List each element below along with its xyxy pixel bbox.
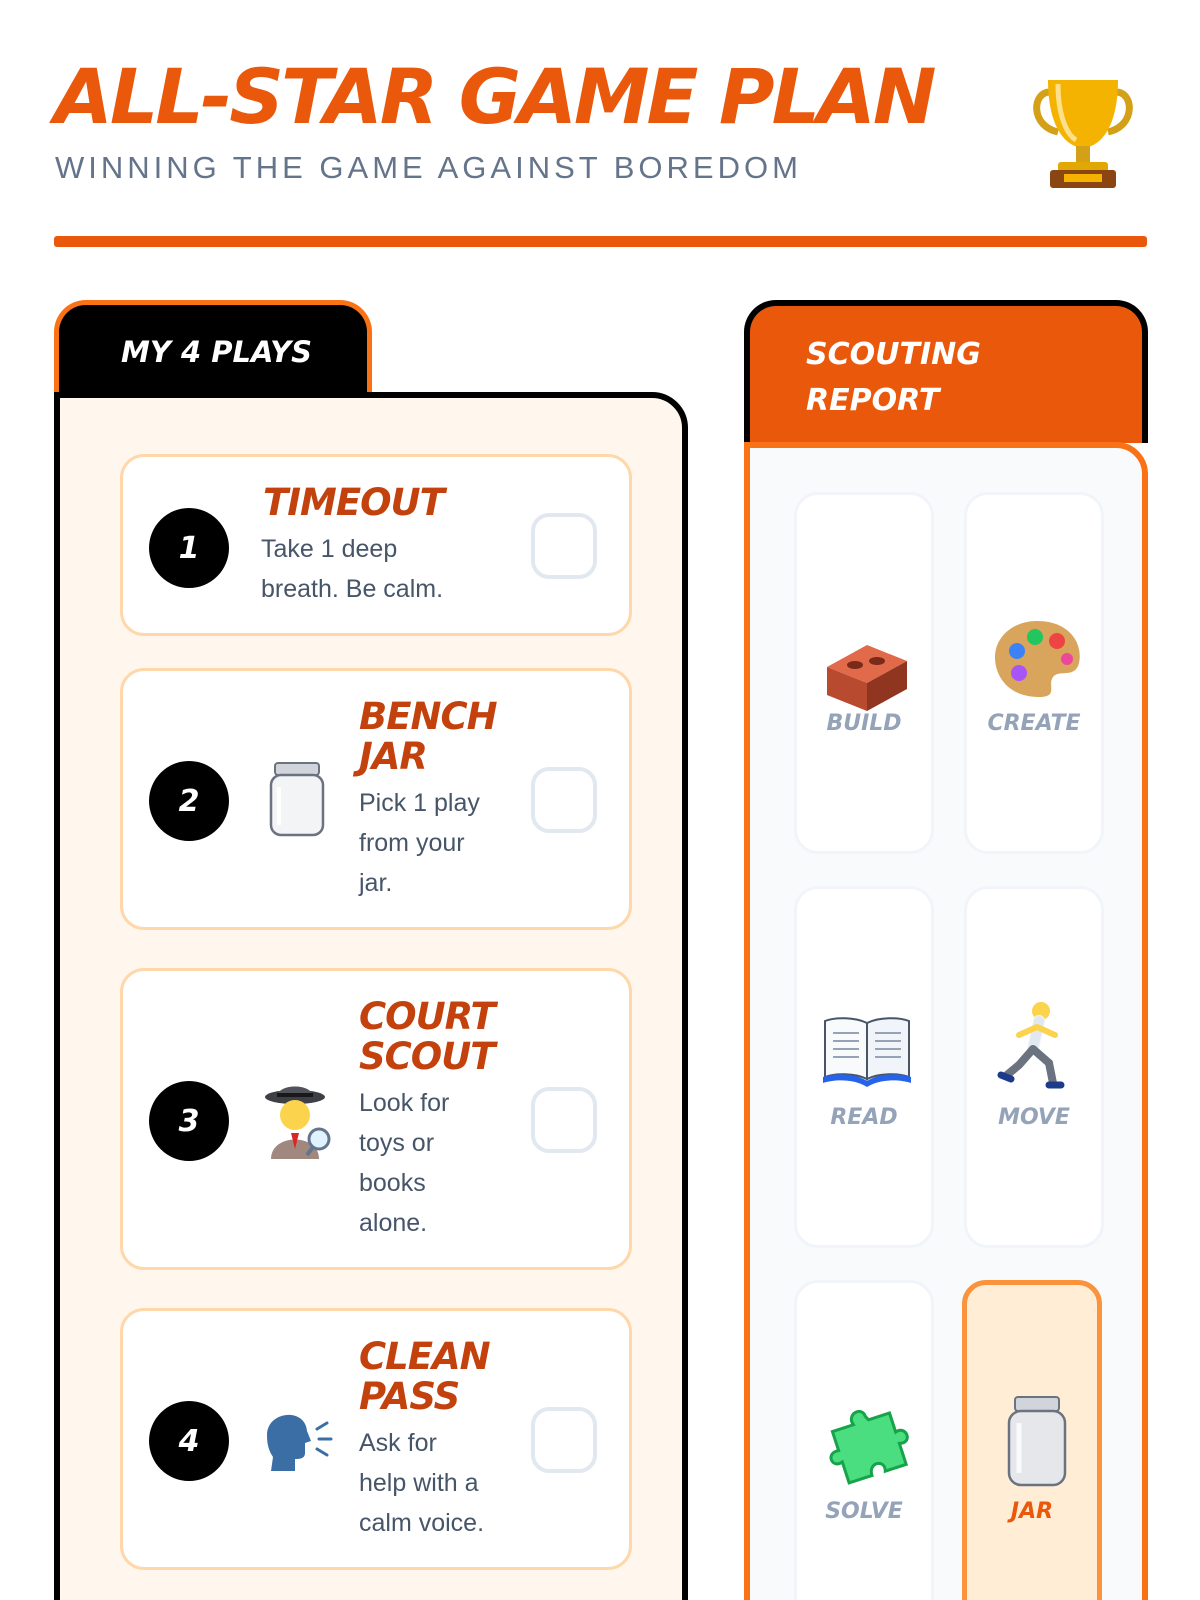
play-description: Look for toys or books alone. bbox=[359, 1089, 450, 1237]
plays-tab bbox=[54, 300, 372, 404]
runner-icon bbox=[989, 999, 1085, 1095]
play-number-badge: 3 bbox=[149, 1081, 229, 1161]
play-description: Pick 1 play from your jar. bbox=[359, 789, 480, 897]
scout-tile-create[interactable] bbox=[964, 492, 1104, 854]
play-number-badge: 4 bbox=[149, 1401, 229, 1481]
detective-icon bbox=[261, 1081, 333, 1159]
jar-icon bbox=[989, 1393, 1085, 1489]
scouting-report-title: SCOUTING REPORT bbox=[806, 337, 981, 418]
play-checkbox[interactable] bbox=[531, 1087, 597, 1153]
plays-panel bbox=[54, 392, 688, 1600]
play-title: COURT SCOUT bbox=[359, 995, 495, 1078]
play-number-badge: 1 bbox=[149, 508, 229, 588]
play-checkbox[interactable] bbox=[531, 1407, 597, 1473]
play-checkbox[interactable] bbox=[531, 767, 597, 833]
scout-tile-label: READ bbox=[830, 1105, 898, 1130]
scout-tile-jar[interactable] bbox=[962, 1280, 1102, 1600]
scout-tile-build[interactable] bbox=[794, 492, 934, 854]
play-card-court-scout bbox=[120, 968, 632, 1270]
play-checkbox[interactable] bbox=[531, 513, 597, 579]
scouting-report-header bbox=[744, 300, 1148, 443]
scout-tile-label: BUILD bbox=[826, 711, 902, 736]
scout-tile-solve[interactable] bbox=[794, 1280, 934, 1600]
book-icon bbox=[819, 999, 915, 1095]
play-number-badge: 2 bbox=[149, 761, 229, 841]
page-subtitle: WINNING THE GAME AGAINST BOREDOM bbox=[55, 150, 802, 185]
scout-tile-label: JAR bbox=[1010, 1499, 1054, 1524]
header-divider bbox=[54, 236, 1147, 247]
play-title: CLEAN PASS bbox=[359, 1335, 490, 1418]
page-title: ALL-STAR GAME PLAN bbox=[54, 52, 934, 141]
scout-tile-label: SOLVE bbox=[825, 1499, 903, 1524]
brick-icon bbox=[819, 621, 915, 717]
play-card-bench-jar bbox=[120, 668, 632, 930]
play-title: TIMEOUT bbox=[263, 481, 444, 524]
puzzle-icon bbox=[819, 1391, 915, 1487]
play-card-clean-pass bbox=[120, 1308, 632, 1570]
scout-tile-read[interactable] bbox=[794, 886, 934, 1248]
plays-tab-label: MY 4 PLAYS bbox=[121, 335, 312, 369]
scouting-report-panel bbox=[744, 442, 1148, 1600]
play-title: BENCH JAR bbox=[359, 695, 497, 778]
trophy-icon bbox=[1028, 74, 1138, 194]
jar-icon bbox=[261, 761, 333, 839]
scout-tile-move[interactable] bbox=[964, 886, 1104, 1248]
play-card-timeout bbox=[120, 454, 632, 636]
palette-icon bbox=[989, 611, 1085, 707]
scout-tile-label: MOVE bbox=[998, 1105, 1070, 1130]
play-description: Ask for help with a calm voice. bbox=[359, 1429, 485, 1537]
scout-tile-label: CREATE bbox=[987, 711, 1081, 736]
speaking-head-icon bbox=[261, 1401, 333, 1479]
play-description: Take 1 deep breath. Be calm. bbox=[261, 535, 444, 603]
